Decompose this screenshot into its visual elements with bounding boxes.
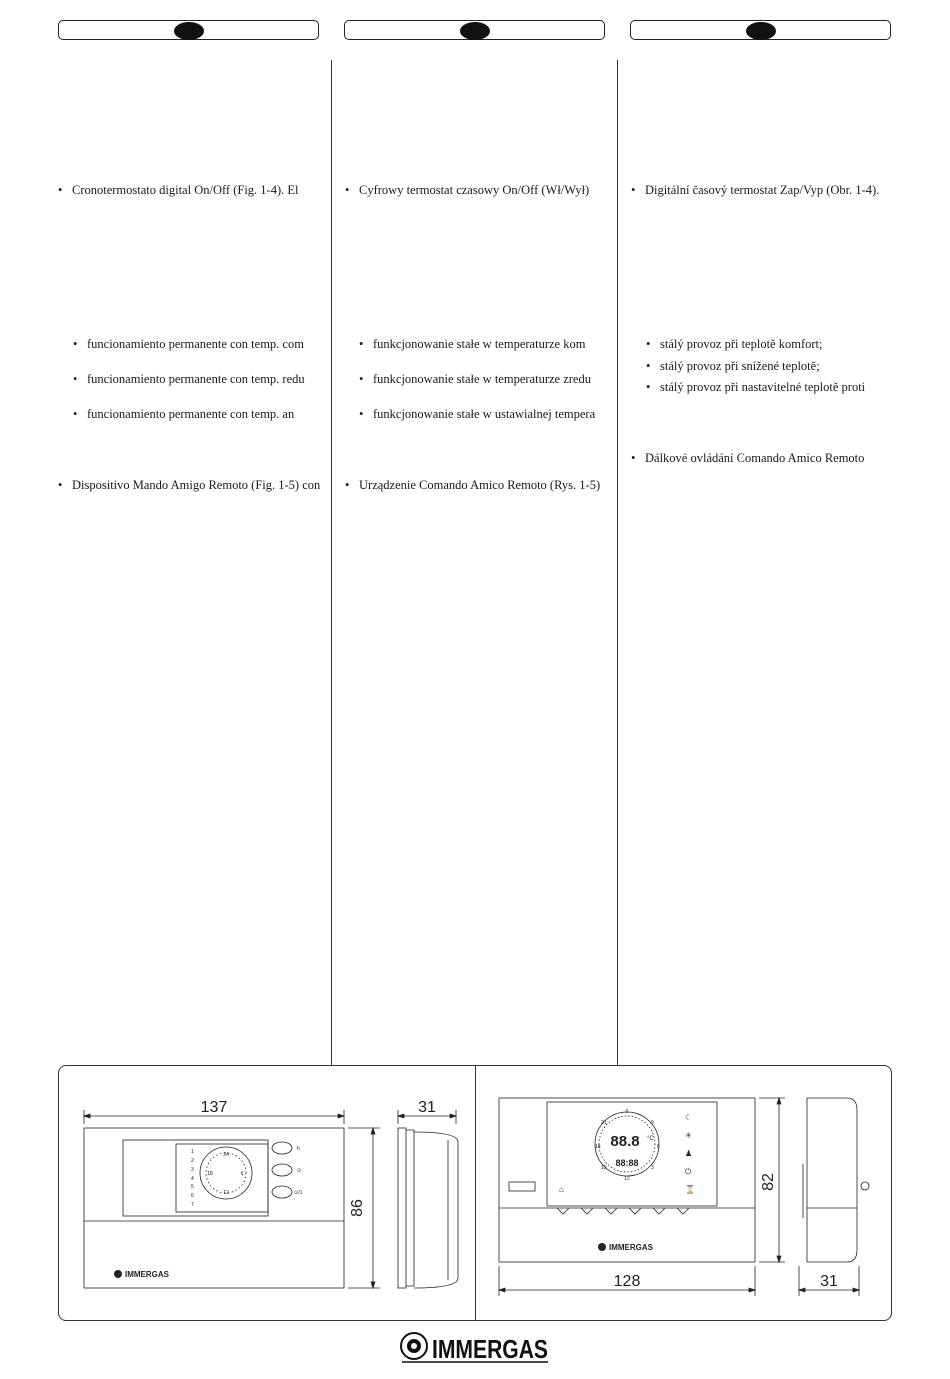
dial-label: 24 xyxy=(223,1152,229,1158)
intro-bullet-pl: • Cyfrowy termostat czasowy On/Off (Wł/Wył) xyxy=(359,183,606,198)
device-brand-label: IMMERGAS xyxy=(125,1270,169,1279)
scale-number: 5 xyxy=(191,1184,194,1190)
immergas-logo xyxy=(400,1330,552,1364)
home-icon: ⌂ xyxy=(559,1185,564,1194)
mode-bullet-cz-2: • stálý provoz při snížené teplotě; xyxy=(660,359,892,374)
hourglass-icon: ⌛ xyxy=(685,1185,695,1194)
scale-number: 3 xyxy=(191,1167,194,1173)
column-divider xyxy=(331,60,332,1065)
dial-label: 6 xyxy=(657,1144,660,1150)
dial-label: 12 xyxy=(624,1176,630,1182)
remote-bullet-cz: • Dálkové ovládání Comando Amico Remoto xyxy=(645,451,892,466)
dial-label: 18 xyxy=(595,1144,601,1150)
display-sub-value: 88:88 xyxy=(615,1158,639,1168)
width-dimension-label: 128 xyxy=(613,1273,641,1290)
mode-bullet-es-2: • funcionamiento permanente con temp. redu xyxy=(87,372,315,387)
dial-label: 6 xyxy=(240,1171,244,1177)
mode-bullet-es-1: • funcionamiento permanente con temp. com xyxy=(87,337,315,352)
mode-bullet-cz-3: • stálý provoz při nastavitelné teplotě proti xyxy=(660,380,892,395)
dial-label: 15 xyxy=(601,1165,607,1171)
scale-number: 4 xyxy=(191,1176,194,1182)
dial-label: 3 xyxy=(651,1165,654,1171)
button-symbol: ⊙/1 xyxy=(294,1190,303,1196)
mode-bullet-pl-1: • funkcjonowanie stałe w temperaturze kom xyxy=(373,337,601,352)
display-unit: °C xyxy=(647,1136,654,1142)
flag-icon xyxy=(460,22,490,40)
figure-divider xyxy=(475,1066,476,1320)
language-tab-cz xyxy=(630,20,891,40)
moon-icon: ☾ xyxy=(685,1113,693,1122)
mode-bullet-pl-3: • funkcjonowanie stałe w ustawialnej tempera xyxy=(373,407,601,422)
mode-bullet-es-3: • funcionamiento permanente con temp. an xyxy=(87,407,315,422)
scale-number: 6 xyxy=(191,1193,194,1199)
button-symbol: ⊙ xyxy=(297,1168,302,1174)
width-dimension-label: 137 xyxy=(200,1099,228,1116)
language-tab-es xyxy=(58,20,319,40)
dial-label: 18 xyxy=(207,1171,213,1177)
person-icon: ♟ xyxy=(685,1149,693,1158)
scale-number: 1 xyxy=(191,1149,194,1155)
height-dimension-label: 86 xyxy=(349,1199,366,1217)
height-dimension-label: 82 xyxy=(760,1173,777,1191)
intro-bullet-cz: • Digitální časový termostat Zap/Vyp (Obr. 1-4). xyxy=(645,183,892,198)
mode-bullet-pl-2: • funkcjonowanie stałe w temperaturze zredu xyxy=(373,372,601,387)
button-symbol: ħ xyxy=(297,1146,300,1152)
dial-label: 9 xyxy=(651,1120,654,1126)
mode-bullet-cz-1: • stálý provoz při teplotě komfort; xyxy=(660,337,892,352)
sun-icon: ✳ xyxy=(685,1131,692,1140)
scale-number: 2 xyxy=(191,1158,194,1164)
dial-label: 0 xyxy=(625,1109,629,1115)
depth-dimension-label: 31 xyxy=(820,1273,838,1290)
flag-icon xyxy=(746,22,776,40)
intro-bullet-es: • Cronotermostato digital On/Off (Fig. 1-4). El xyxy=(72,183,319,198)
remote-bullet-pl: • Urządzenie Comando Amico Remoto (Rys. 1-5) xyxy=(359,478,606,493)
chronothermostat-drawing xyxy=(60,1068,473,1318)
language-tab-pl xyxy=(344,20,605,40)
dial-label: 21 xyxy=(601,1120,607,1126)
power-icon: ⏻ xyxy=(685,1167,692,1176)
scale-number: 7 xyxy=(191,1202,194,1208)
remote-control-drawing xyxy=(477,1068,890,1318)
brand-logo-icon xyxy=(114,1270,122,1278)
device-brand-label: IMMERGAS xyxy=(609,1243,653,1252)
dial-label: 12 xyxy=(223,1190,229,1196)
brand-logo-icon xyxy=(598,1243,606,1251)
flag-icon xyxy=(174,22,204,40)
column-divider xyxy=(617,60,618,1065)
depth-dimension-label: 31 xyxy=(418,1099,436,1116)
footer-brand: IMMERGAS xyxy=(432,1334,548,1364)
display-main-value: 88.8 xyxy=(610,1133,640,1150)
remote-bullet-es: • Dispositivo Mando Amigo Remoto (Fig. 1-5) con xyxy=(72,478,319,493)
